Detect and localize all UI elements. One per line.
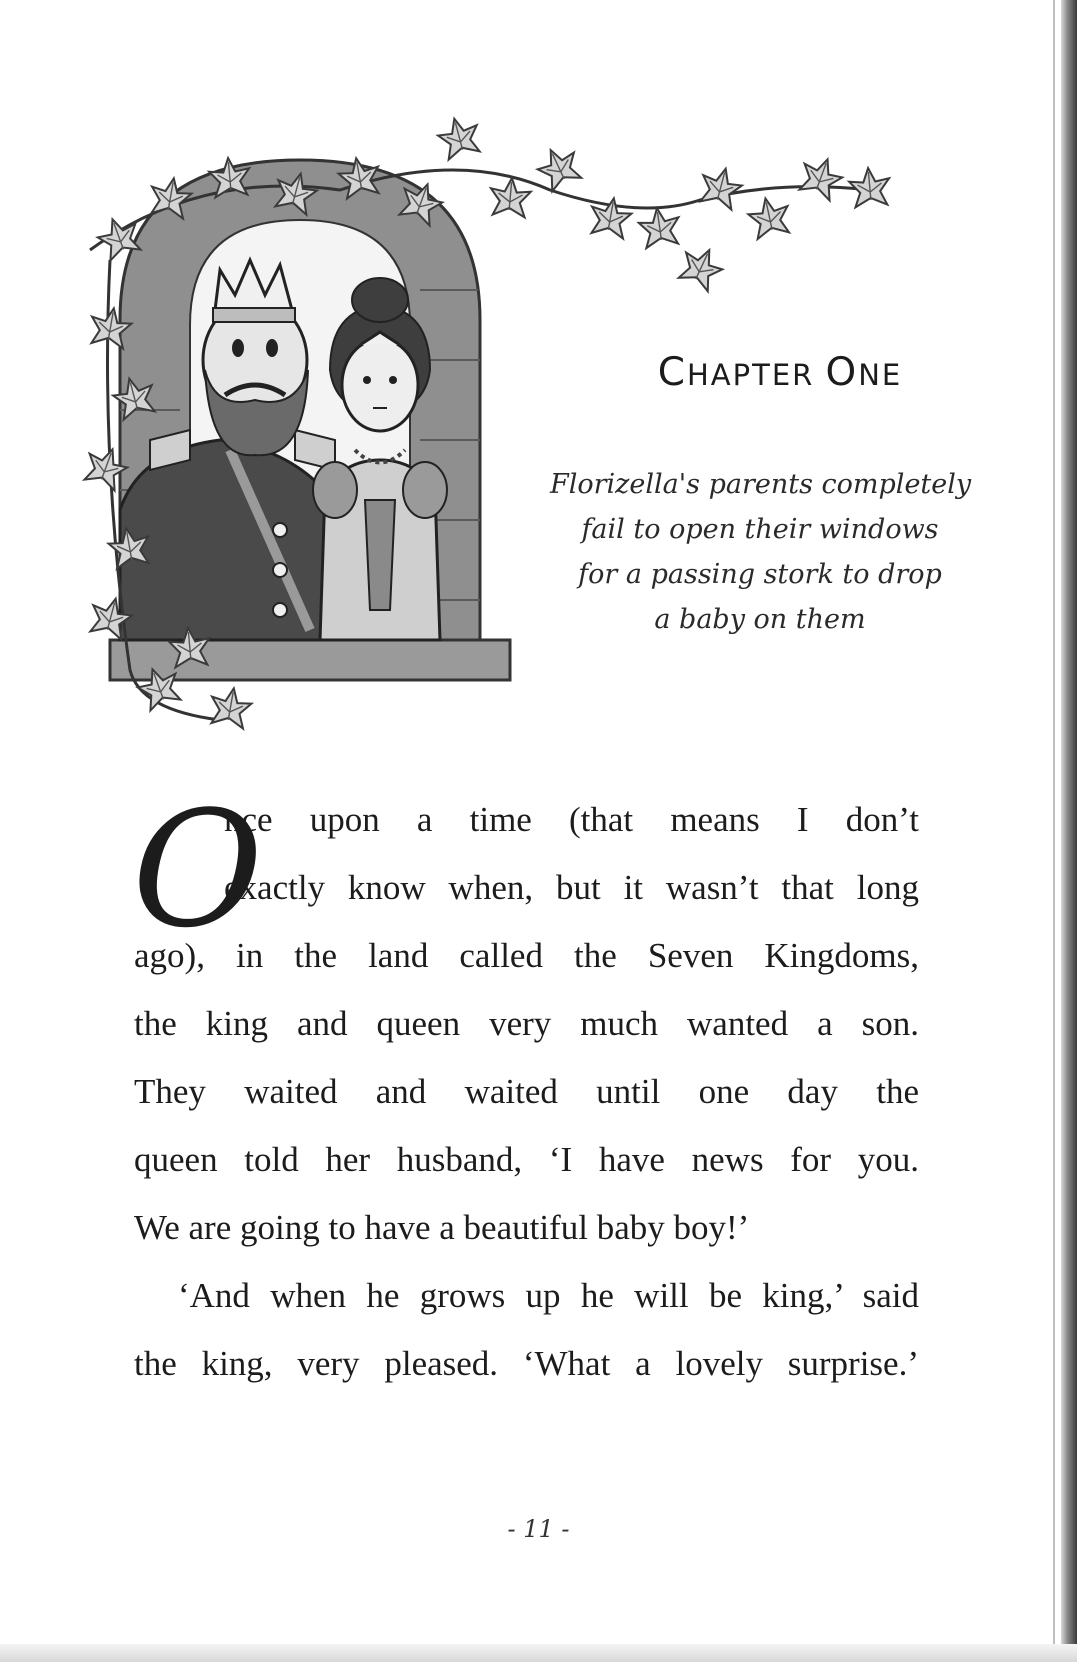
drop-cap: O	[132, 776, 264, 963]
body-line: queen told her husband, ‘I have news for you.	[134, 1140, 919, 1179]
body-line: the king and queen very much wanted a son.	[134, 1004, 919, 1043]
body-line: ago), in the land called the Seven Kingdoms,	[134, 936, 919, 975]
page-edge-shadow	[1061, 0, 1077, 1662]
page-bottom-edge	[0, 1644, 1077, 1662]
body-line: We are going to have a beautiful baby boy!’	[134, 1208, 750, 1247]
chapter-title-word1-rest: HAPTER	[686, 358, 826, 392]
summary-line-2: fail to open their windows	[581, 514, 939, 545]
chapter-title	[580, 350, 980, 395]
page-edge-line	[1053, 0, 1055, 1662]
chapter-title-letter-o: O	[825, 350, 859, 395]
chapter-title-letter-c: C	[657, 350, 687, 395]
page-number: - 11 -	[507, 1515, 570, 1543]
king-queen-window-illustration	[80, 110, 940, 750]
summary-line-1: Florizella's parents completely	[550, 469, 972, 500]
body-line: exactly know when, but it wasn’t that long	[224, 868, 919, 907]
body-line: nce upon a time (that means I don’t	[224, 800, 919, 839]
summary-line-3: for a passing stork to drop	[578, 559, 942, 590]
body-line: the king, very pleased. ‘What a lovely surprise.’	[134, 1344, 919, 1383]
summary-line-4: a baby on them	[654, 604, 866, 635]
chapter-summary	[550, 462, 970, 642]
chapter-title-word2-rest: NE	[858, 358, 903, 392]
body-line: ‘And when he grows up he will be king,’ said	[178, 1276, 919, 1315]
body-line: They waited and waited until one day the	[134, 1072, 919, 1111]
